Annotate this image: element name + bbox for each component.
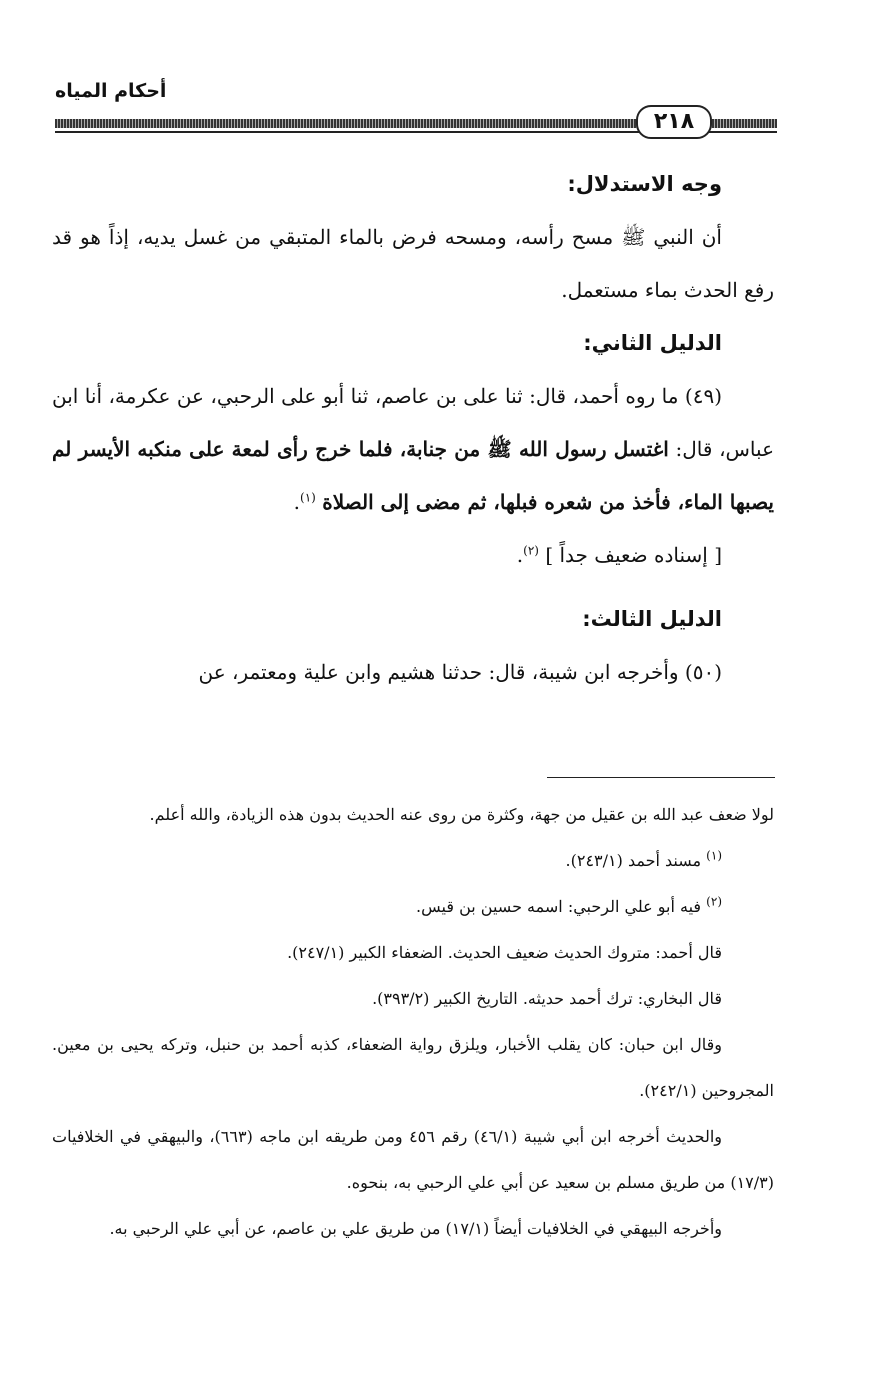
footnote-1 bbox=[52, 838, 774, 884]
isnad-grade-text: [ إسناده ضعيف جداً ] bbox=[545, 543, 722, 567]
heading-third-evidence: الدليل الثالث: bbox=[582, 607, 722, 631]
footnote-line-bukhari: قال البخاري: ترك أحمد حديثه. التاريخ الكبير (٣٩٣/٢). bbox=[372, 989, 722, 1008]
footnote-1-text: مسند أحمد (٢٤٣/١). bbox=[565, 851, 702, 870]
footnote-continuation: لولا ضعف عبد الله بن عقيل من جهة، وكثرة من روى عنه الحديث بدون هذه الزيادة، والله أعلم. bbox=[149, 805, 774, 824]
paragraph-isnad-grade bbox=[52, 529, 774, 582]
heading-wajh-al-istidlal: وجه الاستدلال: bbox=[567, 172, 722, 196]
hadith-49-matn: اغتسل رسول الله ﷺ من جنابة، فلما خرج رأى لمعة على منكبه الأيسر لم يصبها الماء، فأخذ من شعره فبلها، ثم مضى إلى الصلاة bbox=[52, 437, 774, 514]
footnote-2-text: فيه أبو علي الرحبي: اسمه حسين بن قيس. bbox=[416, 897, 702, 916]
book-title: أحكام المياه bbox=[55, 80, 167, 102]
footnote-ref-2[interactable]: (٢) bbox=[523, 543, 539, 558]
footnote-line-ahmad: قال أحمد: متروك الحديث ضعيف الحديث. الضعفاء الكبير (٢٤٧/١). bbox=[287, 943, 722, 962]
hadith-49-chain: (٤٩) ما روه أحمد، قال: ثنا على بن عاصم، ثنا أبو على الرحبي، عن عكرمة، أنا ابن عباس، قال: bbox=[52, 384, 774, 461]
isnad-grade-end: . bbox=[516, 543, 524, 567]
footnote-line-ibn-hibban: وقال ابن حبان: كان يقلب الأخبار، ويلزق رواية الضعفاء، كذبه أحمد بن حنبل، وتركه يحيى بن معين. المجروحين (٢٤٢/١). bbox=[52, 1035, 774, 1100]
footnote-line-bayhaqi: وأخرجه البيهقي في الخلافيات أيضاً (١٧/١) من طريق علي بن عاصم، عن أبي علي الرحبي به. bbox=[109, 1219, 722, 1238]
heading-second-evidence: الدليل الثاني: bbox=[583, 331, 722, 355]
page-header bbox=[55, 80, 777, 136]
paragraph-istidlal: أن النبي ﷺ مسح رأسه، ومسحه فرض بالماء المتبقي من غسل يديه، إذاً هو قد رفع الحدث بماء مستعمل. bbox=[52, 225, 774, 302]
hadith-49-end: . bbox=[293, 490, 301, 514]
footnote-1-marker: (١) bbox=[706, 848, 722, 863]
footnote-2-marker: (٢) bbox=[706, 894, 722, 909]
footnote-ref-1[interactable]: (١) bbox=[300, 490, 316, 505]
footnote-2 bbox=[52, 884, 774, 930]
main-text bbox=[52, 158, 774, 699]
footnote-line-hadith-takhrij: والحديث أخرجه ابن أبي شيبة (٤٦/١) رقم ٤٥٦ ومن طريقه ابن ماجه (٦٦٣)، والبيهقي في الخلافيات (١٧/٣) من طريق مسلم بن سعيد عن أبي علي الرحبي به، بنحوه. bbox=[52, 1127, 774, 1192]
paragraph-hadith-49 bbox=[52, 370, 774, 529]
footnote-separator bbox=[547, 777, 775, 778]
page-number: ٢١٨ bbox=[636, 105, 712, 139]
paragraph-hadith-50: (٥٠) وأخرجه ابن شيبة، قال: حدثنا هشيم وابن علية ومعتمر، عن bbox=[198, 660, 722, 684]
footnotes bbox=[52, 792, 774, 1252]
